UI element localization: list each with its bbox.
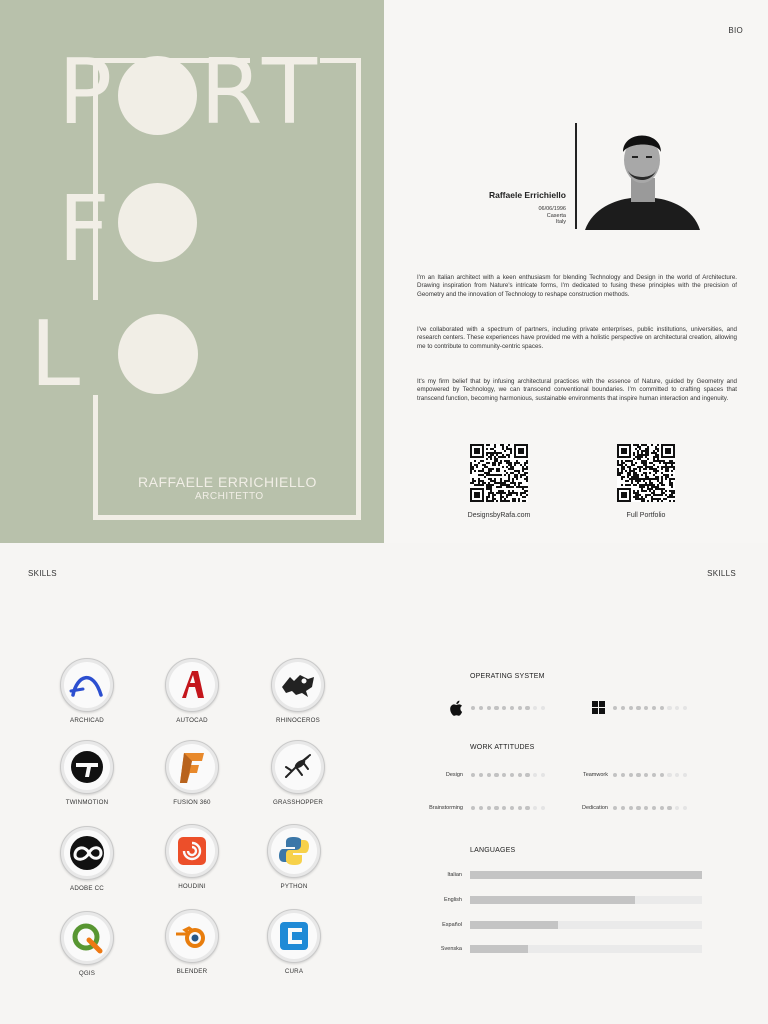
portrait-photo: [585, 120, 700, 230]
app-label: RHINOCEROS: [276, 717, 320, 724]
level-dot: [667, 806, 671, 810]
windows-icon: [592, 701, 605, 714]
attitude-brainstorming-label: Brainstorming: [429, 805, 463, 811]
blender-icon: [172, 916, 212, 956]
app-houdini: [162, 824, 222, 890]
app-qgis: [57, 911, 117, 977]
level-dot: [494, 806, 498, 810]
language-espanol-fill: [470, 921, 558, 929]
app-label: AUTOCAD: [176, 717, 208, 724]
level-dot: [629, 773, 633, 777]
cover-dot-o3: [118, 314, 198, 394]
attitude-dedication-label: Dedication: [582, 805, 608, 811]
attitude-teamwork-label: Teamwork: [582, 772, 608, 778]
level-dot: [683, 773, 687, 777]
app-label: BLENDER: [176, 968, 208, 975]
app-grasshopper: [268, 740, 328, 806]
autocad-icon: [172, 665, 212, 705]
level-dot: [636, 706, 640, 710]
rhinoceros-icon: [278, 665, 318, 705]
app-label: CURA: [284, 968, 304, 975]
attitudes-title: WORK ATTITUDES: [470, 744, 535, 751]
app-autocad: [162, 658, 222, 724]
level-dot: [652, 706, 656, 710]
level-dot: [636, 806, 640, 810]
python-icon: [274, 831, 314, 871]
bio-meta: [538, 206, 566, 226]
bio-paragraph-3: It's my firm belief that by infusing architectural practices with the essence of Nature, guided by Geometry and empowered by Technology, we can transcend conventional boundaries. I'm committed to crafting spaces that transcend function, becoming harmonious, sustainable environments that inspire human interaction and ingenuity.: [417, 378, 737, 402]
level-dot: [502, 806, 506, 810]
apple-icon: [449, 700, 463, 716]
archicad-icon: [67, 665, 107, 705]
level-dot: [479, 706, 483, 710]
cover-letter-l: L: [30, 302, 81, 407]
level-dot: [471, 806, 475, 810]
level-dot: [518, 773, 522, 777]
skills-software-page: [0, 543, 384, 1024]
level-dot: [621, 773, 625, 777]
cover-role: ARCHITETTO: [195, 491, 264, 502]
frame-mask: [86, 300, 100, 395]
level-dot: [510, 773, 514, 777]
cover-dot-o2: [118, 183, 197, 262]
grasshopper-icon: [278, 747, 318, 787]
language-espanol-label: Español: [442, 922, 462, 928]
app-cura: [264, 909, 324, 975]
portfolio-cover: [0, 0, 384, 543]
skills-levels-page: [384, 543, 768, 1024]
level-dot: [621, 806, 625, 810]
cover-name: RAFFAELE ERRICHIELLO: [138, 474, 317, 490]
cover-letter-t: T: [262, 40, 317, 145]
bio-paragraph-2: I've collaborated with a spectrum of partners, including private enterprises, public institutions, universities, and research centers. These experiences have provided me with a holistic perspective on architectural creation, allowing me to contribute to community-centric spaces.: [417, 326, 737, 350]
adobe-cc-icon: [67, 833, 107, 873]
language-svenska-label: Svenska: [440, 946, 462, 952]
app-label: GRASSHOPPER: [273, 799, 323, 806]
app-blender: [162, 909, 222, 975]
twinmotion-icon: [67, 747, 107, 787]
level-dot: [487, 806, 491, 810]
language-svenska-bar: [470, 945, 702, 953]
level-dot: [652, 773, 656, 777]
level-dot: [533, 773, 537, 777]
app-label: PYTHON: [280, 883, 308, 890]
app-rhinoceros: [268, 658, 328, 724]
cover-letter-p: P: [58, 40, 113, 145]
level-dot: [667, 706, 671, 710]
level-dot: [541, 706, 545, 710]
level-dot: [533, 706, 537, 710]
level-dot: [494, 706, 498, 710]
app-label: ARCHICAD: [70, 717, 104, 724]
level-dot: [644, 773, 648, 777]
qr-code-portfolio[interactable]: [617, 444, 675, 502]
app-adobe-cc: [57, 826, 117, 892]
app-fusion360: [162, 740, 222, 806]
level-dot: [502, 773, 506, 777]
language-svenska-fill: [470, 945, 528, 953]
app-label: HOUDINI: [178, 883, 206, 890]
app-label: QGIS: [78, 970, 96, 977]
attitude-teamwork-level: [613, 773, 687, 777]
cover-letter-r: R: [200, 40, 263, 145]
level-dot: [613, 773, 617, 777]
level-dot: [667, 773, 671, 777]
level-dot: [675, 806, 679, 810]
level-dot: [487, 773, 491, 777]
level-dot: [629, 806, 633, 810]
level-dot: [629, 706, 633, 710]
os-level-apple: [471, 706, 545, 710]
level-dot: [471, 706, 475, 710]
level-dot: [479, 806, 483, 810]
language-italian-bar: [470, 871, 702, 879]
bio-divider: [575, 123, 577, 229]
page-label-skills-left: SKILLS: [28, 569, 57, 578]
level-dot: [525, 773, 529, 777]
bio-country: Italy: [555, 219, 566, 226]
qgis-icon: [67, 918, 107, 958]
level-dot: [518, 806, 522, 810]
level-dot: [675, 773, 679, 777]
level-dot: [660, 806, 664, 810]
language-italian-label: Italian: [447, 872, 462, 878]
bio-city: Caserta: [546, 212, 566, 219]
language-english-fill: [470, 896, 635, 904]
app-label: ADOBE CC: [70, 885, 104, 892]
language-english-bar: [470, 896, 702, 904]
level-dot: [510, 706, 514, 710]
attitude-design-label: Design: [445, 772, 463, 778]
languages-title: LANGUAGES: [470, 847, 516, 854]
houdini-icon: [172, 831, 212, 871]
level-dot: [652, 806, 656, 810]
attitude-brainstorming-level: [471, 806, 545, 810]
app-twinmotion: [57, 740, 117, 806]
bio-birth-date: 06/06/1996: [538, 206, 566, 212]
qr-website-label[interactable]: DesignsbyRafa.com: [467, 512, 531, 519]
level-dot: [533, 806, 537, 810]
bio-paragraph-1: I'm an Italian architect with a keen enthusiasm for blending Technology and Design in the world of Architecture. Drawing inspiration from Nature's intricate forms, I'm dedicated to fusing these principles with the precision of Geometry and the innovation of Technology to reshape construction methods.: [417, 274, 737, 298]
level-dot: [479, 773, 483, 777]
language-english-label: English: [443, 897, 462, 903]
attitude-design-level: [471, 773, 545, 777]
level-dot: [525, 806, 529, 810]
level-dot: [518, 706, 522, 710]
level-dot: [660, 706, 664, 710]
level-dot: [613, 706, 617, 710]
language-italian-fill: [470, 871, 702, 879]
app-archicad: [57, 658, 117, 724]
qr-code-website[interactable]: [470, 444, 528, 502]
app-python: [264, 824, 324, 890]
level-dot: [683, 706, 687, 710]
bio-full-name: Raffaele Errichiello: [488, 190, 566, 200]
level-dot: [644, 706, 648, 710]
language-espanol-bar: [470, 921, 702, 929]
qr-portfolio-label[interactable]: Full Portfolio: [626, 512, 666, 519]
level-dot: [525, 706, 529, 710]
level-dot: [510, 806, 514, 810]
level-dot: [636, 773, 640, 777]
app-label: TWINMOTION: [65, 799, 109, 806]
page-label-bio: BIO: [728, 26, 743, 35]
fusion360-icon: [172, 747, 212, 787]
cover-dot-o1: [118, 56, 197, 135]
level-dot: [471, 773, 475, 777]
level-dot: [487, 706, 491, 710]
level-dot: [494, 773, 498, 777]
level-dot: [644, 806, 648, 810]
page-label-skills-right: SKILLS: [707, 569, 736, 578]
level-dot: [683, 806, 687, 810]
level-dot: [502, 706, 506, 710]
app-label: FUSION 360: [173, 799, 211, 806]
os-level-windows: [613, 706, 687, 710]
cura-icon: [274, 916, 314, 956]
level-dot: [621, 706, 625, 710]
attitude-dedication-level: [613, 806, 687, 810]
bio-page: [384, 0, 768, 543]
level-dot: [675, 706, 679, 710]
os-title: OPERATING SYSTEM: [470, 673, 545, 680]
cover-letter-f: F: [58, 177, 110, 282]
level-dot: [660, 773, 664, 777]
level-dot: [613, 806, 617, 810]
